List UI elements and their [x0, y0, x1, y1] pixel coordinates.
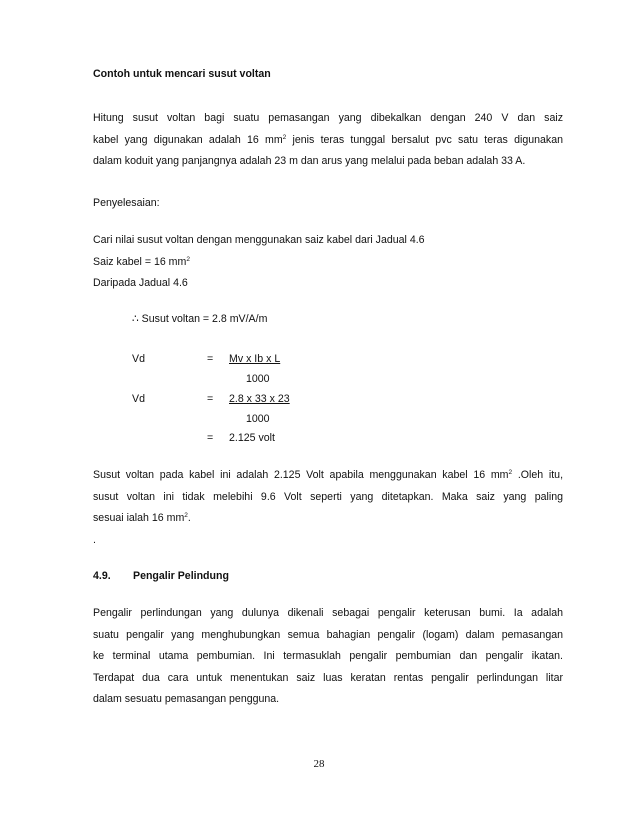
conclusion-line-3: sesuai ialah 16 $mm^2$. [93, 512, 191, 524]
section-line-4: Terdapat dua cara untuk menentukan saiz luas keratan rentas pengalir perlindungan litar [93, 671, 563, 684]
equation-row-2 [0, 391, 638, 407]
conclusion-dot: . [93, 533, 96, 546]
conclusion-paragraph [93, 465, 563, 551]
equation-row-3 [0, 430, 638, 446]
section-line-2: suatu pengalir yang menghubungkan semua bahagian pengalir (logam) dalam pemasangan [93, 628, 563, 641]
page-number: 28 [313, 758, 325, 770]
equation-label: Vd [132, 393, 145, 405]
equation-denominator: 1000 [246, 373, 270, 385]
equation-label: Vd [132, 353, 145, 365]
section-paragraph [93, 603, 563, 711]
example-heading: Contoh untuk mencari susut voltan [93, 68, 271, 80]
section-line-5: dalam sesuatu pemasangan pengguna. [93, 693, 280, 705]
conclusion-line-1: Susut voltan pada kabel ini adalah 2.125 Volt apabila menggunakan kabel 16 $mm^2$ .Oleh itu, [93, 469, 564, 481]
section-line-1: Pengalir perlindungan yang dulunya dikenali sebagai pengalir keterusan bumi. Ia adalah [93, 607, 563, 619]
equation-row-1 [0, 351, 638, 367]
equals-sign: = [207, 393, 214, 405]
equation-row-2-denominator [0, 411, 638, 427]
problem-paragraph [93, 108, 563, 173]
section-number: 4.9. [93, 570, 111, 582]
equation-denominator: 1000 [246, 413, 270, 425]
equation-numerator: 2.8 x 33 x 23 [229, 393, 290, 405]
section-heading [93, 566, 563, 588]
problem-line-1: Hitung susut voltan bagi suatu pemasangan yang dibekalkan dengan 240 V dan saiz [93, 112, 563, 124]
section-line-3: ke terminal utama pembumian. Ini termasuklah pengalir pembumian dan pengalir ikatan. [93, 650, 563, 662]
steps-paragraph [93, 230, 563, 295]
equation-result: 2.125 volt [229, 432, 275, 444]
equals-sign: = [207, 432, 214, 444]
step-line-1: Cari nilai susut voltan dengan menggunakan saiz kabel dari Jadual 4.6 [93, 234, 425, 246]
conclusion-line-2: susut voltan ini tidak melebihi 9.6 Volt seperti yang ditetapkan. Maka saiz yang paling [93, 490, 563, 503]
problem-line-2: kabel yang digunakan adalah 16 $mm^2$ jenis teras tunggal bersalut pvc satu teras digunakan [93, 133, 563, 146]
solution-label: Penyelesaian: [93, 197, 160, 209]
step-line-3: Daripada Jadual 4.6 [93, 277, 188, 289]
equation-row-1-denominator [0, 371, 638, 387]
section-title: Pengalir Pelindung [133, 570, 229, 582]
therefore-line: ∴ Susut voltan = 2.8 mV/A/m [132, 313, 268, 325]
problem-line-3: dalam koduit yang panjangnya adalah 23 m dan arus yang melalui pada beban adalah 33 A. [93, 155, 526, 167]
equals-sign: = [207, 353, 214, 365]
step-line-2: Saiz kabel = 16 $mm^2$ [93, 255, 190, 268]
equation-numerator: Mv x Ib x L [229, 353, 281, 365]
